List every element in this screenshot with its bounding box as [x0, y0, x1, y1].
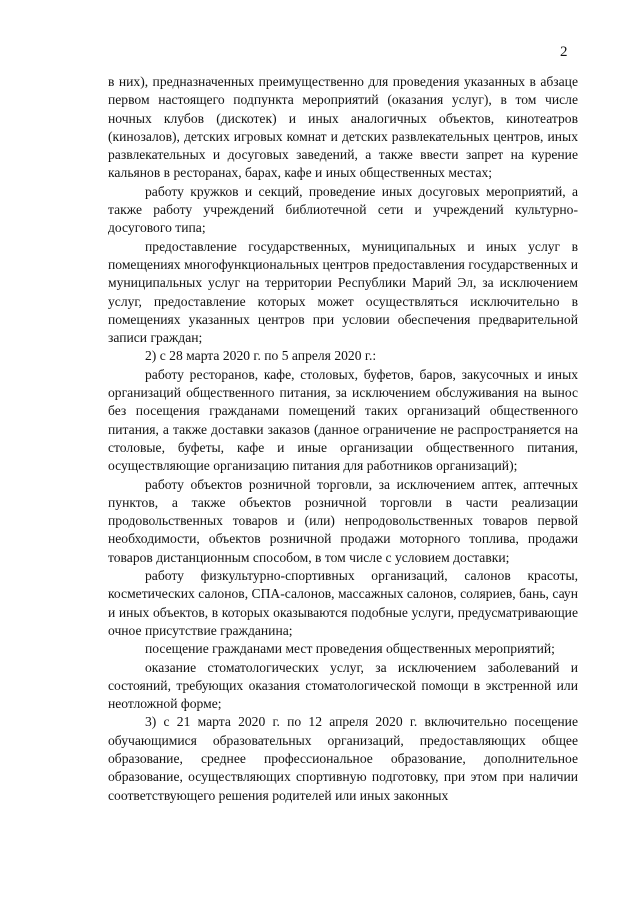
paragraph-4: 2) с 28 марта 2020 г. по 5 апреля 2020 г.:: [145, 348, 377, 364]
document-body: [108, 73, 578, 805]
paragraph-3: предоставление государственных, муниципальных и иных услуг в помещениях многофункциональных центров предоставления государственных и муниципальных услуг на территории Республики Марий Эл, за исключением услуг, предоставление которых может осуществляться исключительно в помещениях указанных центров при условии обеспечения предварительной записи граждан;: [108, 238, 578, 346]
paragraph-7: работу физкультурно-спортивных организаций, салонов красоты, косметических салонов, СПА-салонов, массажных салонов, соляриев, бань, саун и иных объектов, в которых оказываются подобные услуги, предусматривающие очное присутствие гражданина;: [108, 568, 578, 638]
paragraph-2: работу кружков и секций, проведение иных досуговых мероприятий, а также работу учреждений библиотечной сети и учреждений культурно-досугового типа;: [108, 183, 578, 236]
paragraph-9: оказание стоматологических услуг, за исключением заболеваний и состояний, требующих оказания стоматологической помощи в экстренной или неотложной форме;: [108, 659, 578, 712]
paragraph-6: работу объектов розничной торговли, за исключением аптек, аптечных пунктов, а также объектов розничной торговли в части реализации продовольственных товаров и (или) непродовольственных товаров первой необходимости, объектов розничной продажи моторного топлива, продажи товаров дистанционным способом, в том числе с условием доставки;: [108, 476, 578, 565]
paragraph-5: работу ресторанов, кафе, столовых, буфетов, баров, закусочных и иных организаций общественного питания, за исключением обслуживания на вынос без посещения гражданами помещений таких организаций общественного питания, а также доставки заказов (данное ограничение не распространяется на столовые, буфеты, кафе и иные организации общественного питания, осуществляющие организацию питания для работников организаций);: [108, 366, 578, 474]
paragraph-8: посещение гражданами мест проведения общественных мероприятий;: [145, 641, 555, 657]
paragraph-1: в них), предназначенных преимущественно для проведения указанных в абзаце первом настоящего подпункта мероприятий (оказания услуг), в том числе ночных клубов (дискотек) и иных аналогичных объектов, кинотеатров (кинозалов), детских игровых комнат и детских развлекательных центров, иных развлекательных и досуговых заведений, а также ввести запрет на курение кальянов в ресторанах, барах, кафе и иных общественных местах;: [108, 74, 578, 181]
paragraph-10: 3) с 21 марта 2020 г. по 12 апреля 2020 г. включительно посещение обучающимися образовательных организаций, предоставляющих общее образование, среднее профессиональное образование, дополнительное образование, осуществляющих спортивную подготовку, при этом при наличии соответствующего решения родителей или иных законных: [108, 714, 578, 803]
page-number: 2: [560, 44, 568, 60]
